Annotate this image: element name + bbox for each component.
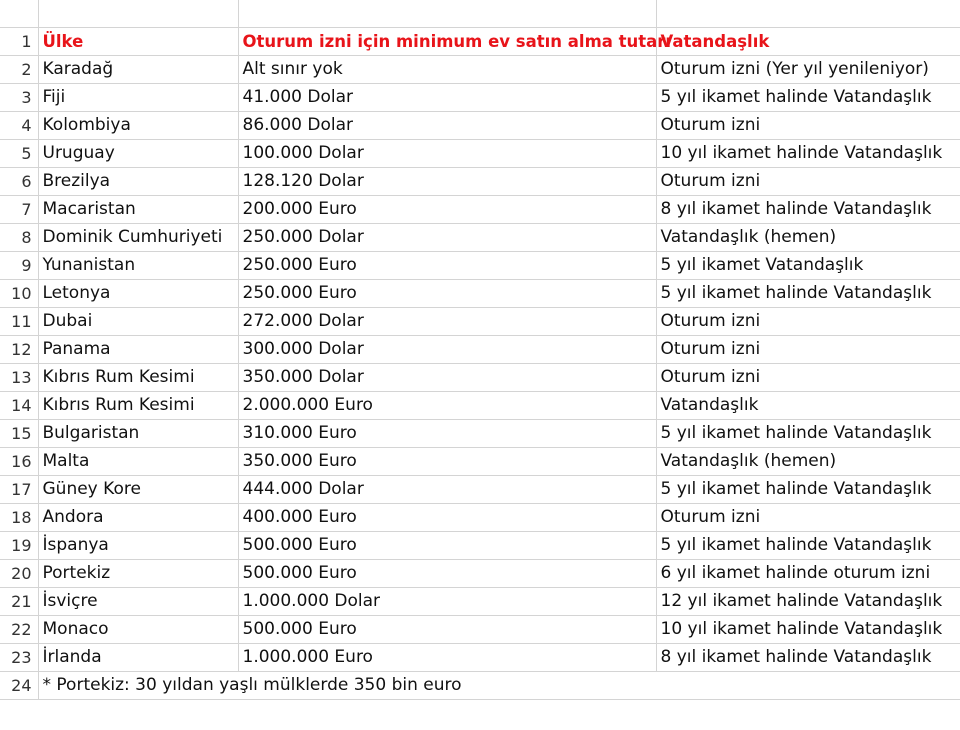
row-number[interactable]: 22 [0, 616, 38, 644]
min-purchase-cell[interactable]: 272.000 Dolar [238, 308, 656, 336]
row-number[interactable]: 9 [0, 252, 38, 280]
citizenship-cell[interactable]: Oturum izni [656, 504, 960, 532]
min-purchase-cell[interactable]: 444.000 Dolar [238, 476, 656, 504]
country-cell[interactable]: Brezilya [38, 168, 238, 196]
table-row [0, 476, 960, 504]
country-cell[interactable]: Güney Kore [38, 476, 238, 504]
country-cell[interactable]: Panama [38, 336, 238, 364]
min-purchase-cell[interactable]: 310.000 Euro [238, 420, 656, 448]
citizenship-cell[interactable]: Oturum izni [656, 308, 960, 336]
citizenship-cell[interactable]: 5 yıl ikamet halinde Vatandaşlık [656, 84, 960, 112]
country-cell[interactable]: Kıbrıs Rum Kesimi [38, 392, 238, 420]
row-number[interactable]: 5 [0, 140, 38, 168]
country-cell[interactable]: Bulgaristan [38, 420, 238, 448]
country-cell[interactable]: Karadağ [38, 56, 238, 84]
table-row [0, 532, 960, 560]
citizenship-cell[interactable]: Vatandaşlık (hemen) [656, 224, 960, 252]
row-number[interactable]: 11 [0, 308, 38, 336]
citizenship-cell[interactable]: 5 yıl ikamet Vatandaşlık [656, 252, 960, 280]
table-row [0, 252, 960, 280]
header-country[interactable]: Ülke [38, 28, 238, 56]
column-header-b[interactable] [238, 0, 656, 28]
citizenship-cell[interactable]: 5 yıl ikamet halinde Vatandaşlık [656, 420, 960, 448]
citizenship-cell[interactable]: 6 yıl ikamet halinde oturum izni [656, 560, 960, 588]
row-number[interactable]: 20 [0, 560, 38, 588]
citizenship-cell[interactable]: 5 yıl ikamet halinde Vatandaşlık [656, 476, 960, 504]
country-cell[interactable]: Andora [38, 504, 238, 532]
table-row [0, 140, 960, 168]
country-cell[interactable]: Yunanistan [38, 252, 238, 280]
min-purchase-cell[interactable]: 500.000 Euro [238, 532, 656, 560]
country-cell[interactable]: Monaco [38, 616, 238, 644]
min-purchase-cell[interactable]: 100.000 Dolar [238, 140, 656, 168]
country-cell[interactable]: Dominik Cumhuriyeti [38, 224, 238, 252]
table-row [0, 168, 960, 196]
citizenship-cell[interactable]: 5 yıl ikamet halinde Vatandaşlık [656, 280, 960, 308]
citizenship-cell[interactable]: 10 yıl ikamet halinde Vatandaşlık [656, 616, 960, 644]
row-number[interactable]: 2 [0, 56, 38, 84]
row-number[interactable]: 19 [0, 532, 38, 560]
row-number[interactable]: 8 [0, 224, 38, 252]
min-purchase-cell[interactable]: 350.000 Dolar [238, 364, 656, 392]
row-number[interactable]: 6 [0, 168, 38, 196]
min-purchase-cell[interactable]: 400.000 Euro [238, 504, 656, 532]
country-cell[interactable]: Portekiz [38, 560, 238, 588]
row-number[interactable]: 14 [0, 392, 38, 420]
min-purchase-cell[interactable]: 250.000 Euro [238, 280, 656, 308]
citizenship-cell[interactable]: Oturum izni [656, 112, 960, 140]
table-row [0, 84, 960, 112]
country-cell[interactable]: Kıbrıs Rum Kesimi [38, 364, 238, 392]
min-purchase-cell[interactable]: 1.000.000 Euro [238, 644, 656, 672]
citizenship-cell[interactable]: Oturum izni [656, 168, 960, 196]
empty-cell[interactable] [656, 672, 960, 700]
citizenship-cell[interactable]: 8 yıl ikamet halinde Vatandaşlık [656, 644, 960, 672]
row-number[interactable]: 3 [0, 84, 38, 112]
min-purchase-cell[interactable]: 86.000 Dolar [238, 112, 656, 140]
citizenship-cell[interactable]: Oturum izni [656, 336, 960, 364]
min-purchase-cell[interactable]: 500.000 Euro [238, 616, 656, 644]
corner-cell[interactable] [0, 0, 38, 28]
row-number[interactable]: 23 [0, 644, 38, 672]
table-row [0, 196, 960, 224]
table-row [0, 644, 960, 672]
table-row [0, 448, 960, 476]
table-row [0, 504, 960, 532]
country-cell[interactable]: Fiji [38, 84, 238, 112]
country-cell[interactable]: Macaristan [38, 196, 238, 224]
citizenship-cell[interactable]: Oturum izni (Yer yıl yenileniyor) [656, 56, 960, 84]
header-min-purchase[interactable]: Oturum izni için minimum ev satın alma tutarı [238, 28, 656, 56]
min-purchase-cell[interactable]: 300.000 Dolar [238, 336, 656, 364]
table-row [0, 420, 960, 448]
country-cell[interactable]: İsviçre [38, 588, 238, 616]
row-number[interactable]: 18 [0, 504, 38, 532]
table-row [0, 364, 960, 392]
row-number[interactable]: 16 [0, 448, 38, 476]
column-header-a[interactable] [38, 0, 238, 28]
country-cell[interactable]: Letonya [38, 280, 238, 308]
footnote-cell[interactable]: * Portekiz: 30 yıldan yaşlı mülklerde 350 bin euro [38, 672, 656, 700]
min-purchase-cell[interactable]: 250.000 Dolar [238, 224, 656, 252]
min-purchase-cell[interactable]: 1.000.000 Dolar [238, 588, 656, 616]
min-purchase-cell[interactable]: 2.000.000 Euro [238, 392, 656, 420]
min-purchase-cell[interactable]: 250.000 Euro [238, 252, 656, 280]
table-row [0, 336, 960, 364]
country-cell[interactable]: Malta [38, 448, 238, 476]
country-cell[interactable]: Dubai [38, 308, 238, 336]
country-cell[interactable]: İspanya [38, 532, 238, 560]
header-row [0, 28, 960, 56]
min-purchase-cell[interactable]: 200.000 Euro [238, 196, 656, 224]
header-citizenship[interactable]: Vatandaşlık [656, 28, 960, 56]
column-header-c[interactable] [656, 0, 960, 28]
table-row [0, 56, 960, 84]
citizenship-cell[interactable]: 10 yıl ikamet halinde Vatandaşlık [656, 140, 960, 168]
table-row [0, 308, 960, 336]
row-number[interactable]: 17 [0, 476, 38, 504]
citizenship-cell[interactable]: Vatandaşlık (hemen) [656, 448, 960, 476]
table-row [0, 560, 960, 588]
row-number[interactable]: 10 [0, 280, 38, 308]
citizenship-cell[interactable]: Vatandaşlık [656, 392, 960, 420]
country-cell[interactable]: Uruguay [38, 140, 238, 168]
row-number[interactable]: 24 [0, 672, 38, 700]
min-purchase-cell[interactable]: 350.000 Euro [238, 448, 656, 476]
min-purchase-cell[interactable]: 41.000 Dolar [238, 84, 656, 112]
min-purchase-cell[interactable]: 500.000 Euro [238, 560, 656, 588]
row-number[interactable]: 21 [0, 588, 38, 616]
row-number[interactable]: 1 [0, 28, 38, 56]
table-row [0, 392, 960, 420]
citizenship-cell[interactable]: 8 yıl ikamet halinde Vatandaşlık [656, 196, 960, 224]
citizenship-cell[interactable]: Oturum izni [656, 364, 960, 392]
column-header-row [0, 0, 960, 28]
row-number[interactable]: 13 [0, 364, 38, 392]
citizenship-cell[interactable]: 5 yıl ikamet halinde Vatandaşlık [656, 532, 960, 560]
table-row [0, 280, 960, 308]
country-cell[interactable]: Kolombiya [38, 112, 238, 140]
citizenship-cell[interactable]: 12 yıl ikamet halinde Vatandaşlık [656, 588, 960, 616]
row-number[interactable]: 4 [0, 112, 38, 140]
table-row [0, 112, 960, 140]
row-number[interactable]: 15 [0, 420, 38, 448]
table-row [0, 588, 960, 616]
table-row [0, 224, 960, 252]
country-cell[interactable]: İrlanda [38, 644, 238, 672]
row-number[interactable]: 12 [0, 336, 38, 364]
table-row [0, 616, 960, 644]
row-number[interactable]: 7 [0, 196, 38, 224]
min-purchase-cell[interactable]: Alt sınır yok [238, 56, 656, 84]
min-purchase-cell[interactable]: 128.120 Dolar [238, 168, 656, 196]
note-row [0, 672, 960, 700]
